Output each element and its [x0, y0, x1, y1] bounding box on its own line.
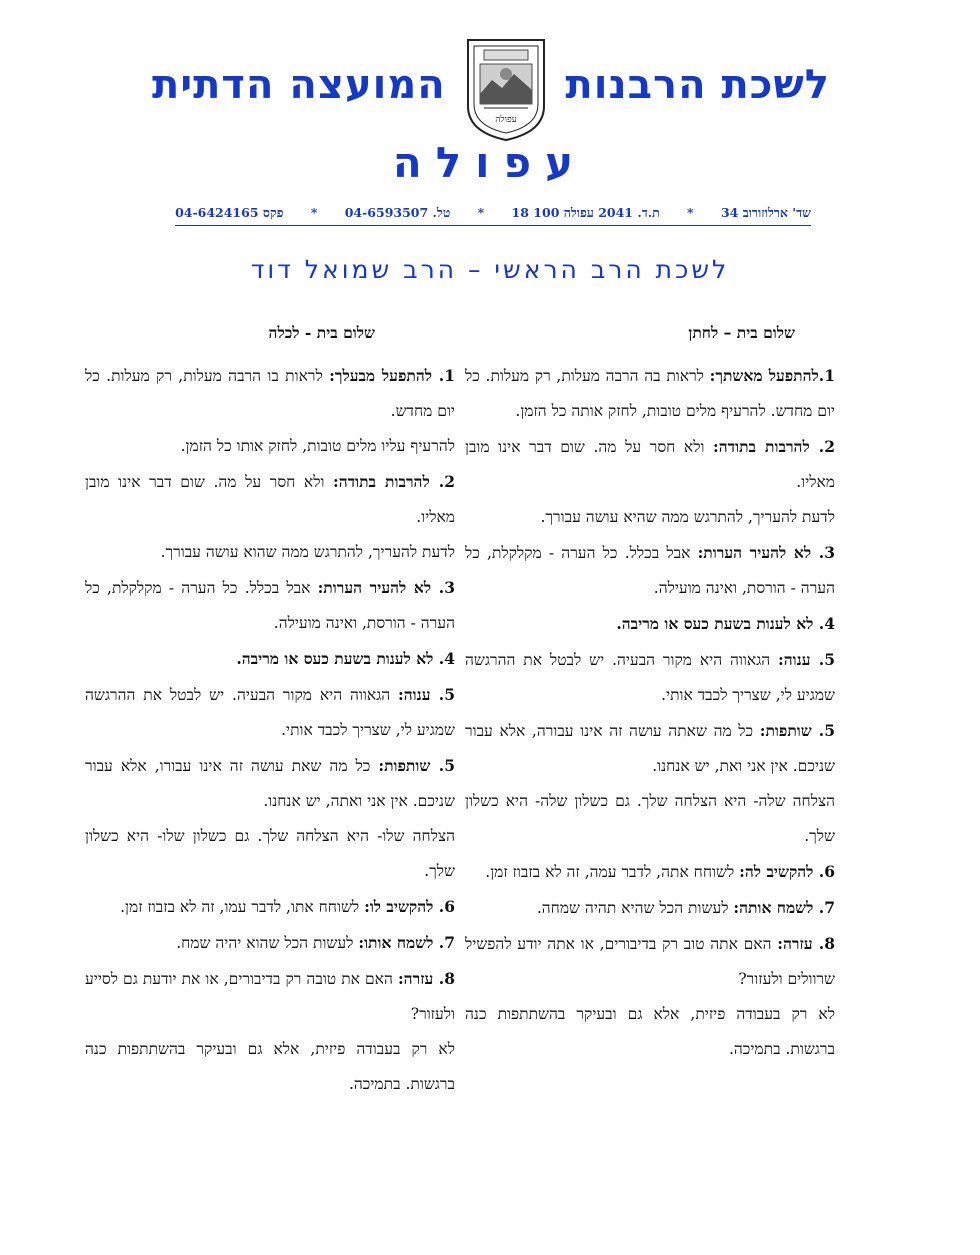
groom-paragraph-text: לראות בה הרבה מעלות, רק מעלות. כל יום מחדש. להרעיף מלים טובות, לחזק אותה כל הזמן.: [465, 367, 835, 420]
bride-paragraph: [85, 677, 455, 748]
groom-paragraph-title: 7. לשמח אותה:: [733, 898, 835, 917]
bride-paragraph-text: האם את טובה רק בדיבורים, או את יודעת גם לסייע ולעזור?: [85, 970, 455, 1023]
office-title: לשכת הרב הראשי – הרב שמואל דוד: [250, 255, 730, 284]
groom-paragraph-text: ולא חסר על מה. שום דבר אינו מובן מאליו.: [465, 438, 835, 491]
bride-paragraph-text: ולא חסר על מה. שום דבר אינו מובן מאליו.: [85, 473, 455, 526]
contact-separator: *: [310, 205, 318, 220]
contact-phone: טל. 04-6593507: [344, 205, 451, 220]
bride-heading: שלום בית - לכלה: [268, 323, 375, 342]
bride-paragraph-title: 1. להתפעל מבעלך:: [329, 366, 455, 385]
groom-paragraph: [465, 997, 835, 1067]
bride-paragraph-title: 7. לשמח אותו:: [358, 933, 455, 952]
bride-paragraph-title: 8. עזרה:: [397, 969, 455, 988]
bride-paragraph: [85, 961, 455, 1032]
groom-paragraph-title: 6. להקשיב לה:: [739, 862, 835, 881]
header-title-council: המועצה הדתית: [152, 62, 446, 108]
groom-paragraph-text: הגאווה היא מקור הבעיה. יש לבטל את ההרגשה שמגיע לי, שצריך לכבד אותי.: [465, 651, 835, 704]
groom-paragraph-title: 5. ענוה:: [778, 650, 835, 669]
city-name: עפולה: [392, 138, 588, 187]
bride-paragraph: [85, 641, 455, 677]
bride-paragraph: [85, 464, 455, 535]
groom-paragraph: [465, 429, 835, 500]
bride-paragraph-text: לדעת להעריך, להתרגש ממה שהוא עושה עבורך.: [160, 543, 455, 561]
bride-paragraph: [85, 889, 455, 925]
groom-paragraph: [465, 890, 835, 926]
bride-paragraph-title: 4. לא לענות בשעת כעס או מריבה.: [236, 649, 455, 668]
bride-paragraph-title: 5. ענוה:: [398, 685, 455, 704]
groom-paragraph: [465, 642, 835, 713]
groom-paragraph: [465, 784, 835, 854]
bride-paragraph: [85, 570, 455, 641]
groom-column: [465, 315, 835, 1067]
header-title-rabbinate: לשכת הרבנות: [565, 62, 830, 108]
bride-paragraph: [85, 819, 455, 889]
groom-paragraph-text: כל מה שאתה עושה זה אינו עבורה, אלא עבור שניכם. אין אני ואת, יש אנחנו.: [465, 722, 835, 775]
groom-paragraph-title: 2. להרבות בתודה:: [713, 437, 835, 456]
groom-paragraph-text: הצלחה שלה- היא הצלחה שלך. גם כשלון שלה- היא כשלון שלך.: [465, 792, 835, 845]
groom-paragraph-text: לא רק בעבודה פיזית, אלא גם ובעיקר בהשתתפות כנה ברגשות. בתמיכה.: [465, 1005, 835, 1058]
bride-paragraph: [85, 1032, 455, 1102]
bride-paragraph-title: 5. שותפות:: [378, 756, 455, 775]
groom-paragraph-text: לעשות הכל שהיא תהיה שמחה.: [536, 899, 734, 917]
bride-paragraph-title: 2. להרבות בתודה:: [333, 472, 455, 491]
bride-paragraph-text: לא רק בעבודה פיזית, אלא גם ובעיקר בהשתתפות כנה ברגשות. בתמיכה.: [85, 1040, 455, 1093]
bride-paragraph-title: 3. לא להעיר הערות:: [317, 578, 455, 597]
bride-paragraph-title: 6. להקשיב לו:: [364, 897, 455, 916]
bride-column: [85, 315, 455, 1102]
contact-line: [175, 205, 811, 226]
bride-paragraph: [85, 429, 455, 464]
bride-paragraph: [85, 748, 455, 819]
bride-paragraph-text: לראות בו הרבה מעלות, רק מעלות. כל יום מחדש.: [85, 367, 455, 420]
groom-paragraph: [465, 606, 835, 642]
bride-paragraph: [85, 358, 455, 429]
bride-paragraph-text: כל מה שאת עושה זה אינו עבורו, אלא עבור שניכם. אין אני ואתה, יש אנחנו.: [85, 757, 455, 810]
groom-paragraph-text: לדעת להעריך, להתרגש ממה שהיא עושה עבורך.: [540, 508, 835, 526]
groom-paragraph: [465, 500, 835, 535]
groom-paragraph-text: האם אתה טוב רק בדיבורים, או אתה יודע להפשיל שרוולים ולעזור?: [465, 935, 835, 988]
bride-paragraph-text: הצלחה שלו- היא הצלחה שלך. גם כשלון שלו- היא כשלון שלך.: [85, 827, 455, 880]
bride-paragraph-text: הגאווה היא מקור הבעיה. יש לבטל את ההרגשה שמגיע לי, שצריך לכבד אותי.: [85, 686, 455, 739]
groom-paragraph: [465, 926, 835, 997]
bride-paragraph-text: לשוחח אתו, לדבר עמו, זה לא בזבוז זמן.: [120, 898, 365, 916]
bride-paragraph: [85, 535, 455, 570]
contact-separator: *: [477, 205, 485, 220]
emblem-caption: עפולה: [495, 115, 517, 125]
bride-paragraph: [85, 925, 455, 961]
contact-address: שד' ארלוזורוב 34: [720, 205, 811, 220]
groom-paragraph-text: אבל בכלל. כל הערה - מקלקלת, כל הערה - הורסת, ואינה מועילה.: [465, 544, 835, 597]
contact-po-box: ת.ד. 2041 עפולה 100 18: [511, 205, 660, 220]
groom-paragraph-title: 1.להתפעל מאשתך:: [709, 366, 835, 385]
groom-paragraph-text: לשוחח אתה, לדבר עמה, זה לא בזבוז זמן.: [485, 863, 740, 881]
groom-paragraph: [465, 535, 835, 606]
groom-paragraph-title: 3. לא להעיר הערות:: [697, 543, 835, 562]
bride-paragraph-text: אבל בכלל. כל הערה - מקלקלת, כל הערה - הורסת, ואינה מועילה.: [85, 579, 455, 632]
groom-paragraph-title: 8. עזרה:: [777, 934, 835, 953]
city-emblem-icon: [462, 36, 550, 142]
bride-paragraph-text: לעשות הכל שהוא יהיה שמח.: [176, 934, 359, 952]
groom-paragraph-title: 5. שותפות:: [759, 721, 835, 740]
groom-paragraph-title: 4. לא לענות בשעת כעס או מריבה.: [616, 614, 835, 633]
contact-fax: פקס 04-6424165: [175, 205, 284, 220]
groom-paragraph: [465, 713, 835, 784]
groom-paragraph: [465, 358, 835, 429]
bride-paragraph-text: להרעיף עליו מלים טובות, לחזק אותו כל הזמן.: [180, 437, 455, 455]
contact-separator: *: [687, 205, 694, 220]
groom-paragraph: [465, 854, 835, 890]
groom-heading: שלום בית – לחתן: [688, 323, 795, 342]
